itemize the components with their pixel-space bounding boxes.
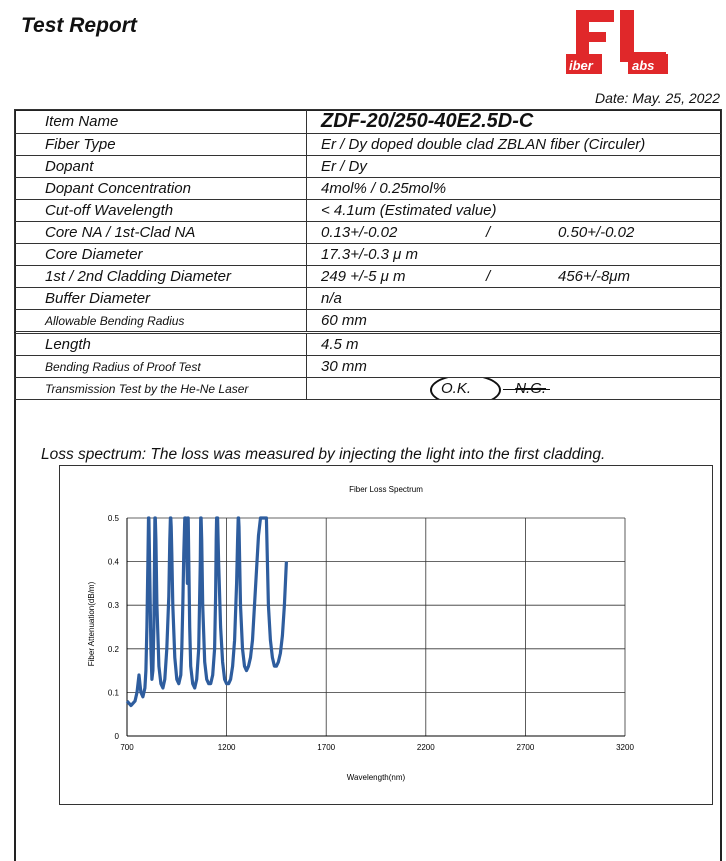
loss-description: Loss spectrum: The loss was measured by injecting the light into the first cladding. xyxy=(41,446,606,463)
spec-value xyxy=(307,222,722,244)
spec-row xyxy=(15,288,722,310)
na-separator: / xyxy=(486,224,491,241)
spec-label: Item Name xyxy=(15,110,307,134)
spec-label: Fiber Type xyxy=(15,134,307,156)
spec-label: Length xyxy=(15,333,307,356)
spec-row xyxy=(15,378,722,400)
logo-sub-left: iber xyxy=(569,58,593,73)
core-na-value: 0.13+/-0.02 xyxy=(321,224,398,241)
clad-na-value: 0.50+/-0.02 xyxy=(558,224,635,241)
spec-value xyxy=(307,378,722,400)
spec-label: Dopant Concentration xyxy=(15,178,307,200)
x-tick-label: 700 xyxy=(120,743,134,752)
logo-f-top xyxy=(576,10,614,22)
ng-label-struck: N.G. xyxy=(515,380,547,397)
spec-value: 4mol% / 0.25mol% xyxy=(307,178,722,200)
spec-value xyxy=(307,266,722,288)
chart-ylabel: Fiber Attenuation(dB/m) xyxy=(87,581,96,667)
loss-series-line xyxy=(127,518,286,706)
spec-row xyxy=(15,222,722,244)
spec-value: 4.5 m xyxy=(307,333,722,356)
spec-value: 17.3+/-0.3 μ m xyxy=(307,244,722,266)
chart-title: Fiber Loss Spectrum xyxy=(349,485,423,494)
spec-value: Er / Dy doped double clad ZBLAN fiber (Circuler) xyxy=(307,134,722,156)
spec-row xyxy=(15,333,722,356)
y-tick-label: 0 xyxy=(114,732,119,741)
spec-table xyxy=(14,109,722,400)
logo-sub-right: abs xyxy=(632,58,655,73)
first-clad-value: 249 +/-5 μ m xyxy=(321,268,406,285)
logo-f-mid xyxy=(576,32,606,42)
chart-xlabel: Wavelength(nm) xyxy=(346,773,406,782)
ok-circle-mark xyxy=(430,378,501,400)
report-date: Date: May. 25, 2022 xyxy=(594,90,720,106)
spec-label: Core NA / 1st-Clad NA xyxy=(15,222,307,244)
y-tick-label: 0.5 xyxy=(107,514,119,523)
y-tick-label: 0.4 xyxy=(107,557,119,567)
x-tick-label: 1700 xyxy=(317,743,336,752)
ok-result xyxy=(441,380,471,397)
spec-row xyxy=(15,356,722,378)
x-tick-label: 2200 xyxy=(416,743,435,752)
clad-separator: / xyxy=(486,268,491,285)
spec-value: n/a xyxy=(307,288,722,310)
x-tick-label: 1200 xyxy=(217,743,236,752)
loss-spectrum-chart xyxy=(60,466,712,804)
fiberlabs-logo xyxy=(566,10,673,74)
ok-label: O.K. xyxy=(441,380,472,397)
chart-series xyxy=(127,518,286,706)
spec-label: Bending Radius of Proof Test xyxy=(15,356,307,378)
spec-value: 60 mm xyxy=(307,310,722,333)
spec-label: Core Diameter xyxy=(15,244,307,266)
spec-row xyxy=(15,266,722,288)
spec-row xyxy=(15,178,722,200)
spec-value: Er / Dy xyxy=(307,156,722,178)
x-tick-label: 3200 xyxy=(616,743,634,752)
spec-row xyxy=(15,200,722,222)
spec-label: 1st / 2nd Cladding Diameter xyxy=(15,266,307,288)
item-name-value: ZDF-20/250-40E2.5D-C xyxy=(307,110,722,134)
spec-label: Dopant xyxy=(15,156,307,178)
spec-label: Transmission Test by the He-Ne Laser xyxy=(15,378,307,400)
spec-row xyxy=(15,310,722,333)
spec-label: Allowable Bending Radius xyxy=(15,310,307,333)
spec-row xyxy=(15,244,722,266)
spec-row xyxy=(15,110,722,134)
chart-container xyxy=(59,465,713,805)
spec-value: < 4.1um (Estimated value) xyxy=(307,200,722,222)
y-tick-label: 0.2 xyxy=(107,644,119,654)
y-tick-label: 0.3 xyxy=(107,601,119,611)
spec-label: Buffer Diameter xyxy=(15,288,307,310)
report-title: Test Report xyxy=(21,14,137,37)
x-tick-label: 2700 xyxy=(516,743,535,752)
spec-label: Cut-off Wavelength xyxy=(15,200,307,222)
spec-row xyxy=(15,156,722,178)
second-clad-value: 456+/-8μm xyxy=(558,268,631,285)
spec-row xyxy=(15,134,722,156)
spec-value: 30 mm xyxy=(307,356,722,378)
y-tick-label: 0.1 xyxy=(107,688,119,698)
